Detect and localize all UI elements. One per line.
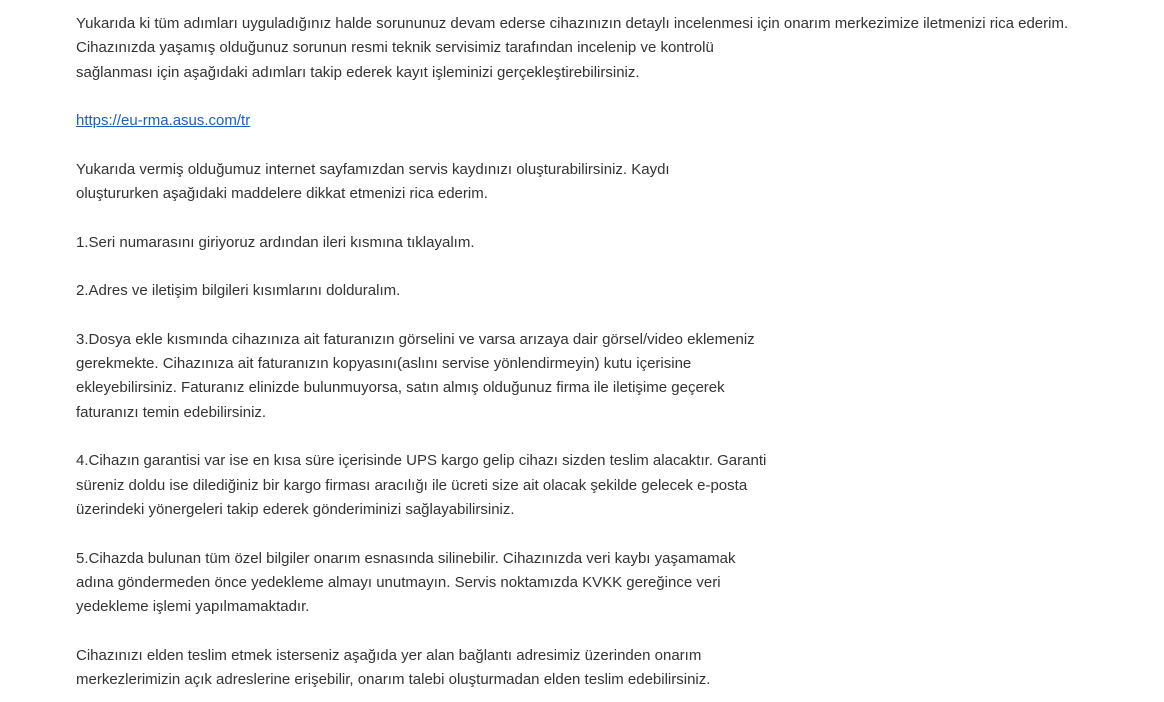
paragraph-gap [76, 206, 1164, 230]
text-line: 4.Cihazın garantisi var ise en kısa süre içerisinde UPS kargo gelip cihazı sizden teslim alacaktır. Garanti [76, 452, 767, 470]
text-line: adına göndermeden önce yedekleme almayı unutmayın. Servis noktamızda KVKK gereğince veri [76, 573, 721, 591]
step-2-paragraph [76, 279, 1164, 303]
paragraph-gap [76, 304, 1164, 328]
text-line: sağlanması için aşağıdaki adımları takip ederek kayıt işleminizi gerçekleştirebilirsiniz. [76, 63, 640, 81]
rma-link-paragraph [76, 109, 1164, 133]
paragraph-gap [76, 522, 1164, 546]
step-4-paragraph [76, 449, 1164, 522]
paragraph-gap [76, 425, 1164, 449]
step-3-paragraph [76, 328, 1164, 425]
paragraph-gap [76, 133, 1164, 157]
text-line: yedekleme işlemi yapılmamaktadır. [76, 598, 310, 616]
text-line: Cihazınızı elden teslim etmek isterseniz aşağıda yer alan bağlantı adresimiz üzerinden onarım [76, 646, 702, 664]
text-line: Yukarıda ki tüm adımları uyguladığınız halde sorununuz devam ederse cihazınızın detaylı incelenmesi için onarım merkezimize iletmenizi rica ederim. [76, 15, 1069, 32]
closing-paragraph [76, 644, 1164, 693]
rma-link[interactable]: https://eu-rma.asus.com/tr [76, 112, 251, 130]
step-5-paragraph [76, 547, 1164, 620]
text-line: faturanızı temin edebilirsiniz. [76, 403, 267, 421]
text-line: 2.Adres ve iletişim bilgileri kısımlarını dolduralım. [76, 282, 401, 300]
message-body [76, 12, 1164, 692]
text-line: Cihazınızda yaşamış olduğunuz sorunun resmi teknik servisimiz tarafından incelenip ve kontrolü [76, 39, 714, 57]
intro-paragraph [76, 12, 1164, 85]
text-line: merkezlerimizin açık adreslerine erişebilir, onarım talebi oluşturmadan elden teslim edebilirsiniz. [76, 671, 711, 689]
text-line: üzerindeki yönergeleri takip ederek gönderiminizi sağlayabilirsiniz. [76, 500, 515, 518]
paragraph-gap [76, 85, 1164, 109]
instructions-paragraph [76, 158, 1164, 207]
text-line: ekleyebilirsiniz. Faturanız elinizde bulunmuyorsa, satın almış olduğunuz firma ile iletişime geçerek [76, 379, 725, 397]
paragraph-gap [76, 255, 1164, 279]
text-line: Yukarıda vermiş olduğumuz internet sayfamızdan servis kaydınızı oluşturabilirsiniz. Kaydı [76, 160, 670, 178]
text-line: gerekmekte. Cihazınıza ait faturanızın kopyasını(aslını servise yönlendirmeyin) kutu içerisine [76, 355, 692, 373]
text-line: 3.Dosya ekle kısmında cihazınıza ait faturanızın görselini ve varsa arızaya dair görsel/video eklemeniz [76, 330, 755, 348]
step-1-paragraph [76, 231, 1164, 255]
text-line: oluştururken aşağıdaki maddelere dikkat etmenizi rica ederim. [76, 185, 488, 203]
text-line: 1.Seri numarasını giriyoruz ardından ileri kısmına tıklayalım. [76, 233, 475, 251]
text-line: süreniz doldu ise dilediğiniz bir kargo firması aracılığı ile ücreti size ait olacak şekilde gelecek e-posta [76, 476, 748, 494]
text-line: 5.Cihazda bulunan tüm özel bilgiler onarım esnasında silinebilir. Cihazınızda veri kaybı yaşamamak [76, 549, 736, 567]
paragraph-gap [76, 619, 1164, 643]
